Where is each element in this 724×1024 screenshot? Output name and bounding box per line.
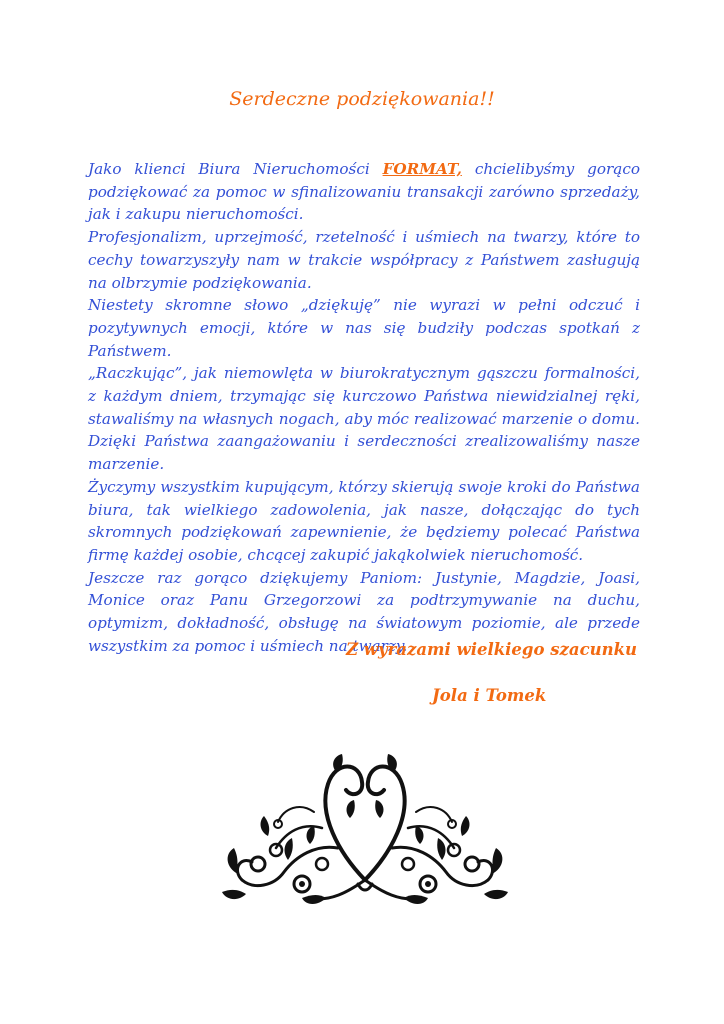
brand-name: FORMAT, — [382, 160, 462, 178]
ornament-left-half — [222, 754, 365, 904]
heart-scroll-ornament-icon — [218, 752, 512, 910]
paragraph-2: Profesjonalizm, uprzejmość, rzetelność i uśmiech na twarzy, które to cechy towarzyszyły nam w trakcie współpracy z Państwem zasługują na olbrzymie podziękowania. — [88, 228, 640, 292]
signature: Jola i Tomek — [432, 686, 547, 705]
paragraph-1-lead: Jako klienci Biura Nieruchomości — [88, 160, 383, 178]
paragraph-5: Życzymy wszystkim kupującym, którzy skierują swoje kroki do Państwa biura, tak wielkiego zadowolenia, jak nasze, dołączając do tych skromnych podziękowań zapewnienie, że będziemy polecać Państwa firmę każdej osobie, chcącej zakupić jakąkolwiek nieruchomość. — [88, 477, 640, 564]
paragraph-3: Niestety skromne słowo „dziękuję” nie wyrazi w pełni odczuć i pozytywnych emocji, które w nas się budziły podczas spotkań z Państwem. — [88, 296, 640, 360]
letter-title: Serdeczne podziękowania!! — [229, 88, 495, 110]
letter-body — [88, 158, 640, 657]
paragraph-1 — [88, 158, 640, 226]
ornament-right-half — [365, 754, 508, 904]
closing-line: Z wyrazami wielkiego szacunku — [346, 640, 638, 659]
paragraph-4: „Raczkując”, jak niemowlęta w biurokratycznym gąszczu formalności, z każdym dniem, trzymając się kurczowo Państwa niewidzialnej ręki, stawaliśmy na własnych nogach, aby móc realizować marzenie o domu. Dzięki Państwa zaangażowaniu i serdeczności zrealizowaliśmy nasze marzenie. — [88, 364, 640, 474]
paragraph-6: Jeszcze raz gorąco dziękujemy Paniom: Justynie, Magdzie, Joasi, Monice oraz Panu Grzegorzowi za podtrzymywanie na duchu, optymizm, dokładność, obsługę na światowym poziomie, ale przede wszystkim za pomoc i uśmiech na twarzy. — [88, 568, 640, 655]
paragraph-1-rest: chcielibyśmy gorąco podziękować za pomoc w sfinalizowaniu transakcji zarówno sprzedaży, jak i zakupu nieruchomości. — [88, 160, 640, 224]
